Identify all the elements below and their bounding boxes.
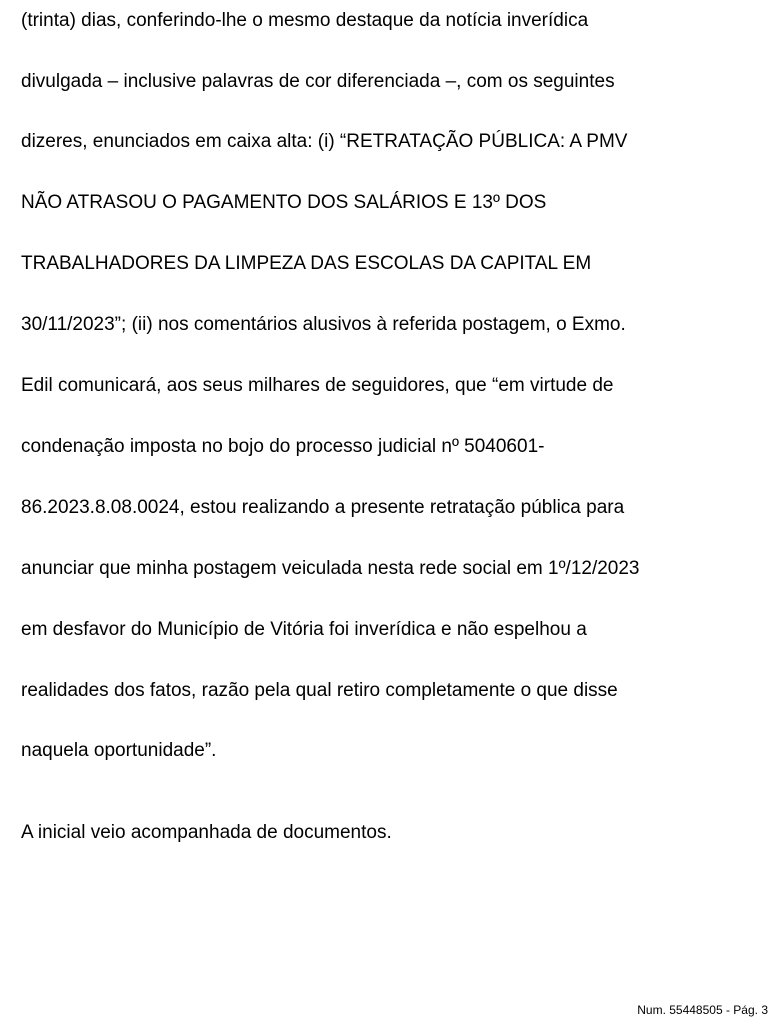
text-line: naquela oportunidade”. [21,740,217,761]
text-line: A inicial veio acompanhada de documentos. [21,822,392,843]
text-line: divulgada – inclusive palavras de cor diferenciada –, com os seguintes [21,71,615,92]
text-line: Edil comunicará, aos seus milhares de seguidores, que “em virtude de [21,375,614,396]
text-line: 30/11/2023”; (ii) nos comentários alusivos à referida postagem, o Exmo. [21,314,626,335]
text-line: realidades dos fatos, razão pela qual retiro completamente o que disse [21,680,618,701]
text-line: dizeres, enunciados em caixa alta: (i) “RETRATAÇÃO PÚBLICA: A PMV [21,131,628,152]
text-line: condenação imposta no bojo do processo judicial nº 5040601- [21,436,545,457]
text-line: NÃO ATRASOU O PAGAMENTO DOS SALÁRIOS E 13º DOS [21,192,547,213]
text-line: (trinta) dias, conferindo-lhe o mesmo destaque da notícia inverídica [21,10,589,31]
text-line: TRABALHADORES DA LIMPEZA DAS ESCOLAS DA CAPITAL EM [21,253,592,274]
text-line: anunciar que minha postagem veiculada nesta rede social em 1º/12/2023 [21,558,640,579]
text-line: em desfavor do Município de Vitória foi inverídica e não espelhou a [21,619,587,640]
text-line: 86.2023.8.08.0024, estou realizando a presente retratação pública para [21,497,625,518]
page-footer-label: Num. 55448505 - Pág. 3 [637,1003,768,1017]
